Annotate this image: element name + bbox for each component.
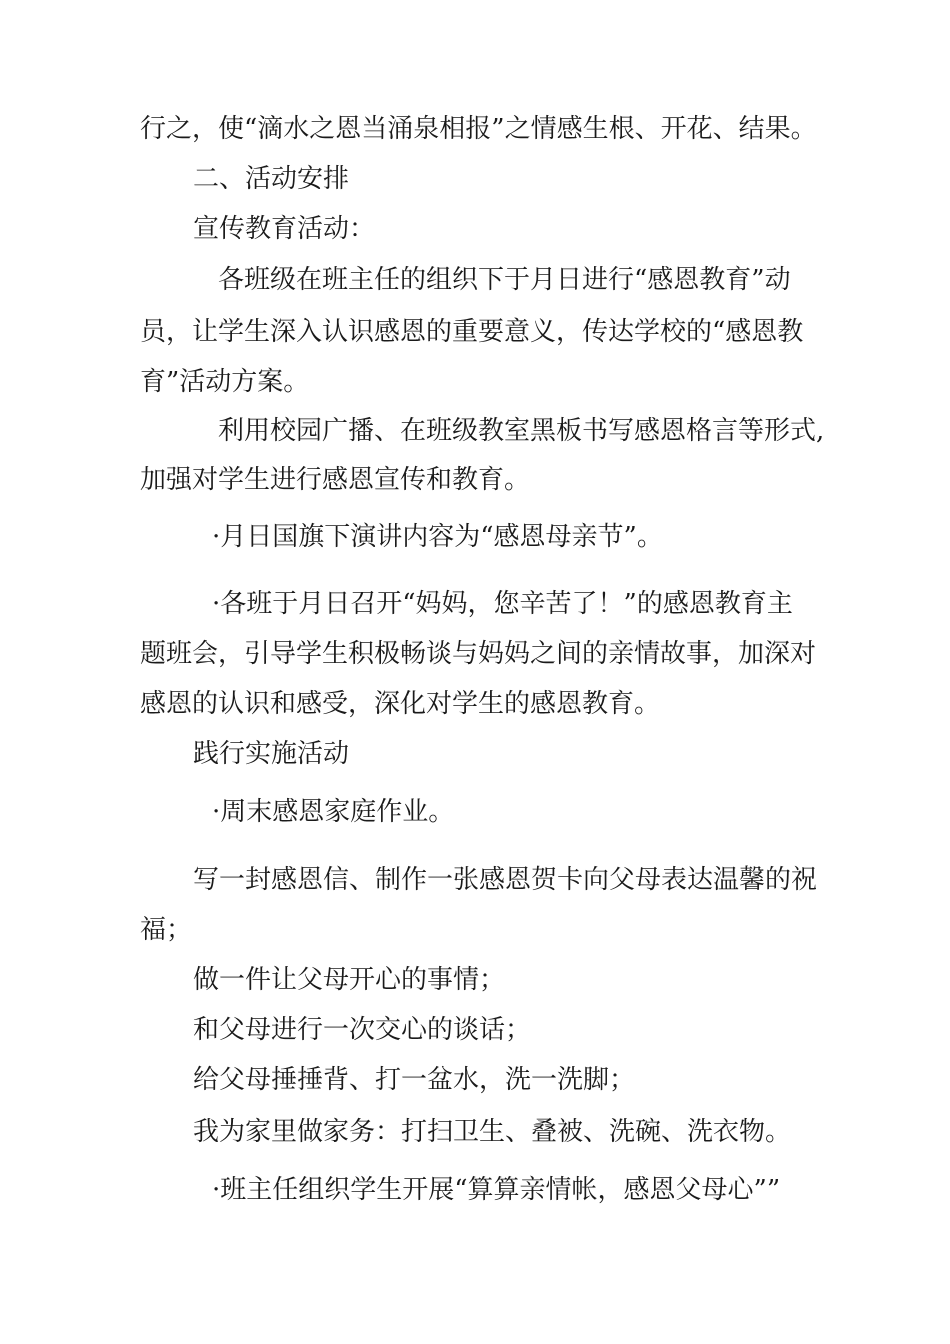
text-line: 题班会，引导学生积极畅谈与妈妈之间的亲情故事，加深对 (140, 639, 817, 669)
text-line: 做一件让父母开心的事情； (193, 965, 506, 995)
text-line: 行之，使“滴水之恩当涌泉相报”之情感生根、开花、结果。 (140, 114, 817, 144)
bullet-item: ·班主任组织学生开展“算算亲情帐，感恩父母心”” (212, 1175, 781, 1205)
text-line: 各班级在班主任的组织下于月日进行“感恩教育”动 (218, 265, 791, 295)
text-line: 感恩的认识和感受，深化对学生的感恩教育。 (140, 689, 661, 719)
text-line: 员，让学生深入认识感恩的重要意义，传达学校的“感恩教 (140, 317, 804, 347)
subsection-heading: 宣传教育活动： (193, 214, 376, 244)
bullet-item: ·月日国旗下演讲内容为“感恩母亲节”。 (212, 522, 663, 552)
subsection-heading: 践行实施活动 (193, 739, 350, 769)
text-line: 利用校园广播、在班级教室黑板书写感恩格言等形式, (218, 416, 825, 446)
text-line: 写一封感恩信、制作一张感恩贺卡向父母表达温馨的祝 (193, 865, 818, 895)
text-line: 我为家里做家务：打扫卫生、叠被、洗碗、洗衣物。 (193, 1117, 792, 1147)
text-line: 和父母进行一次交心的谈话； (193, 1015, 532, 1045)
text-line: 福； (140, 915, 193, 945)
text-line: 加强对学生进行感恩宣传和教育。 (140, 465, 531, 495)
bullet-item: ·各班于月日召开“妈妈，您辛苦了！”的感恩教育主 (212, 589, 793, 619)
section-heading: 二、活动安排 (193, 164, 350, 194)
text-line: 育”活动方案。 (140, 367, 310, 397)
bullet-item: ·周末感恩家庭作业。 (212, 797, 455, 827)
text-line: 给父母捶捶背、打一盆水，洗一洗脚； (193, 1065, 636, 1095)
